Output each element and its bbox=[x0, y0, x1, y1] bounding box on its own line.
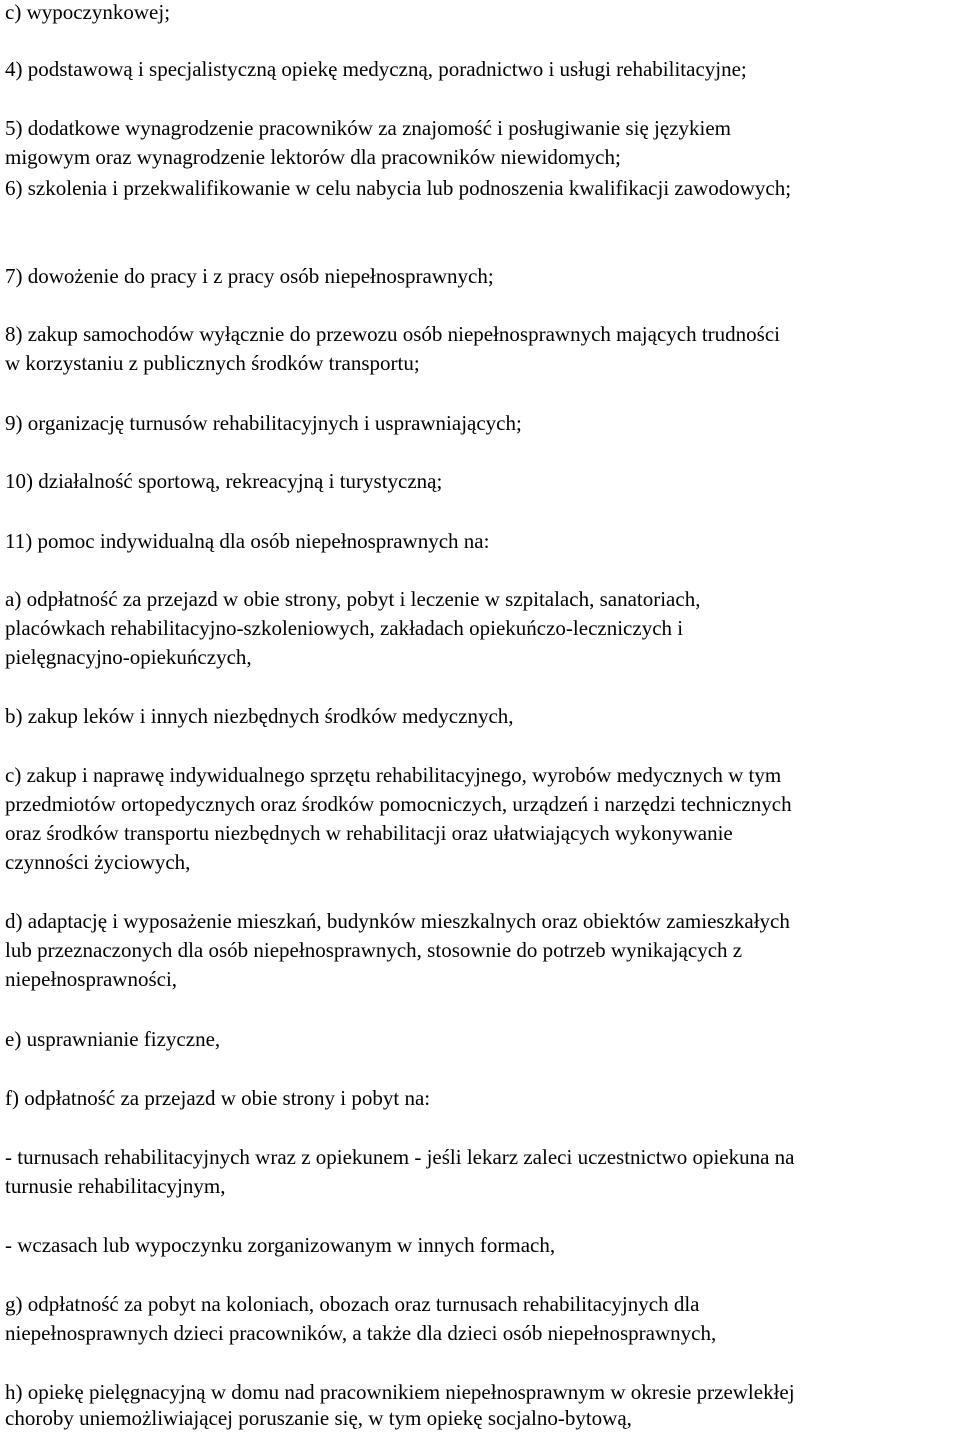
para-5-line-1: 5) dodatkowe wynagrodzenie pracowników za znajomość i posługiwanie się językiem bbox=[5, 116, 732, 140]
para-dash-1-line-1: - turnusach rehabilitacyjnych wraz z opiekunem - jeśli lekarz zaleci uczestnictwo opiekuna na bbox=[5, 1145, 795, 1169]
para-d-line-2: lub przeznaczonych dla osób niepełnosprawnych, stosownie do potrzeb wynikających z bbox=[5, 938, 743, 962]
para-g-line-1: g) odpłatność za pobyt na koloniach, obozach oraz turnusach rehabilitacyjnych dla bbox=[5, 1292, 700, 1316]
para-11-line-1: 11) pomoc indywidualną dla osób niepełnosprawnych na: bbox=[5, 529, 490, 553]
para-e-line-1: e) usprawnianie fizyczne, bbox=[5, 1027, 221, 1051]
para-c-wypoczynkowej-line-1: c) wypoczynkowej; bbox=[5, 0, 171, 24]
para-6-line-1: 6) szkolenia i przekwalifikowanie w celu nabycia lub podnoszenia kwalifikacji zawodowych; bbox=[5, 176, 792, 200]
para-a-line-2: placówkach rehabilitacyjno-szkoleniowych, zakładach opiekuńczo-leczniczych i bbox=[5, 616, 684, 640]
para-c-line-4: czynności życiowych, bbox=[5, 850, 191, 874]
para-h-line-1: h) opiekę pielęgnacyjną w domu nad pracownikiem niepełnosprawnym w okresie przewlekłej bbox=[5, 1380, 795, 1404]
para-dash-1-line-2: turnusie rehabilitacyjnym, bbox=[5, 1174, 226, 1198]
para-dash-2-line-1: - wczasach lub wypoczynku zorganizowanym w innych formach, bbox=[5, 1233, 556, 1257]
para-d-line-3: niepełnosprawności, bbox=[5, 967, 178, 991]
para-4-line-1: 4) podstawową i specjalistyczną opiekę medyczną, poradnictwo i usługi rehabilitacyjne; bbox=[5, 57, 747, 81]
para-a-line-1: a) odpłatność za przejazd w obie strony, pobyt i leczenie w szpitalach, sanatoriach, bbox=[5, 587, 701, 611]
para-9-line-1: 9) organizację turnusów rehabilitacyjnych i usprawniających; bbox=[5, 411, 522, 435]
para-c-line-2: przedmiotów ortopedycznych oraz środków pomocniczych, urządzeń i narzędzi technicznych bbox=[5, 792, 792, 816]
para-f-line-1: f) odpłatność za przejazd w obie strony i pobyt na: bbox=[5, 1086, 431, 1110]
para-a-line-3: pielęgnacyjno-opiekuńczych, bbox=[5, 645, 252, 669]
para-c-line-3: oraz środków transportu niezbędnych w rehabilitacji oraz ułatwiających wykonywanie bbox=[5, 821, 733, 845]
para-b-line-1: b) zakup leków i innych niezbędnych środków medycznych, bbox=[5, 704, 514, 728]
para-7-line-1: 7) dowożenie do pracy i z pracy osób niepełnosprawnych; bbox=[5, 264, 494, 288]
para-8-line-1: 8) zakup samochodów wyłącznie do przewozu osób niepełnosprawnych mających trudności bbox=[5, 322, 781, 346]
para-c-line-1: c) zakup i naprawę indywidualnego sprzętu rehabilitacyjnego, wyrobów medycznych w tym bbox=[5, 763, 782, 787]
para-h-line-2: choroby uniemożliwiającej poruszanie się, w tym opiekę socjalno-bytową, bbox=[5, 1406, 632, 1430]
para-5-line-2: migowym oraz wynagrodzenie lektorów dla pracowników niewidomych; bbox=[5, 145, 621, 169]
para-10-line-1: 10) działalność sportową, rekreacyjną i turystyczną; bbox=[5, 469, 443, 493]
para-d-line-1: d) adaptację i wyposażenie mieszkań, budynków mieszkalnych oraz obiektów zamieszkałych bbox=[5, 909, 790, 933]
para-8-line-2: w korzystaniu z publicznych środków transportu; bbox=[5, 351, 420, 375]
para-g-line-2: niepełnosprawnych dzieci pracowników, a także dla dzieci osób niepełnosprawnych, bbox=[5, 1321, 717, 1345]
